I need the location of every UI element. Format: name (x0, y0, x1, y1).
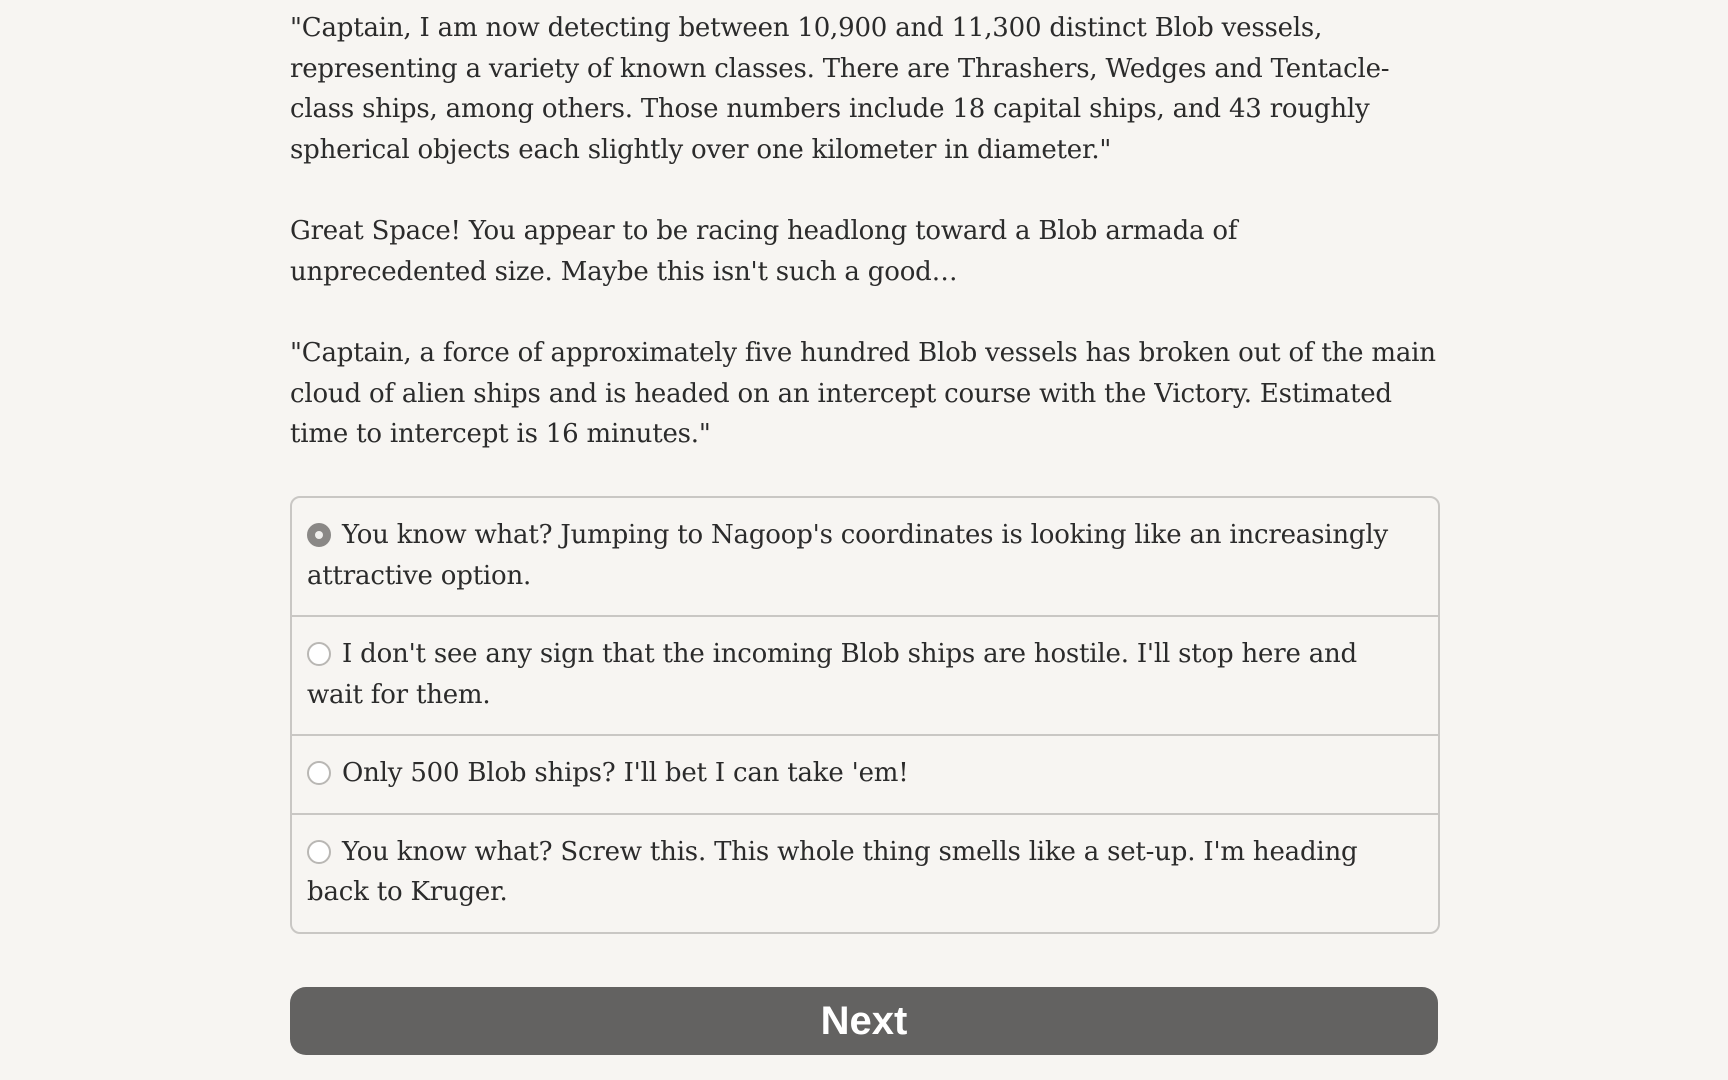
choice-label: You know what? Jumping to Nagoop's coordinates is looking like an increasingly attractive option. (307, 520, 1388, 591)
story-text (290, 8, 1440, 496)
choice-label: Only 500 Blob ships? I'll bet I can take 'em! (342, 758, 909, 788)
next-button[interactable]: Next (290, 987, 1438, 1055)
choice-option-4[interactable] (292, 815, 1438, 932)
radio-selected-icon[interactable] (307, 523, 331, 547)
story-paragraph: "Captain, I am now detecting between 10,900 and 11,300 distinct Blob vessels, representing a variety of known classes. There are Thrashers, Wedges and Tentacle-class ships, among others. Those numbers include 18 capital ships, and 43 roughly spherical objects each slightly over one kilometer in diameter." (290, 13, 1390, 165)
choice-option-3[interactable] (292, 736, 1438, 815)
radio-unselected-icon[interactable] (307, 642, 331, 666)
choice-label: You know what? Screw this. This whole thing smells like a set-up. I'm heading back to Kruger. (307, 836, 1358, 907)
choice-label: I don't see any sign that the incoming Blob ships are hostile. I'll stop here and wait for them. (307, 639, 1358, 710)
choice-option-1[interactable] (292, 498, 1438, 617)
choice-option-2[interactable] (292, 617, 1438, 736)
radio-unselected-icon[interactable] (307, 761, 331, 785)
choice-list (290, 496, 1440, 934)
radio-unselected-icon[interactable] (307, 840, 331, 864)
story-paragraph: Great Space! You appear to be racing headlong toward a Blob armada of unprecedented size. Maybe this isn't such a good… (290, 216, 1238, 287)
story-paragraph: "Captain, a force of approximately five hundred Blob vessels has broken out of the main cloud of alien ships and is headed on an intercept course with the Victory. Estimated time to intercept is 16 minutes." (290, 338, 1436, 449)
